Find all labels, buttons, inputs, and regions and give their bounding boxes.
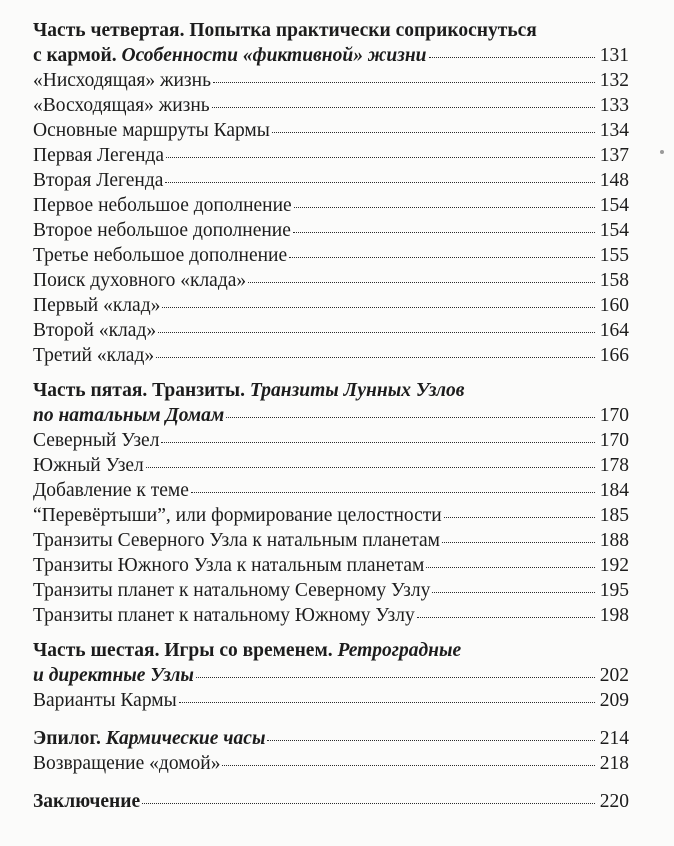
toc-entry-page-number: 188: [599, 530, 629, 551]
toc-entry-title: Транзиты Южного Узла к натальным планетам: [33, 555, 425, 576]
toc-entry[interactable]: [33, 168, 629, 193]
dot-leader: [162, 307, 595, 308]
toc-entry-page-number: 158: [599, 270, 629, 291]
dot-leader: [165, 182, 595, 183]
toc-entry-title: Второе небольшое дополнение: [33, 220, 291, 241]
dot-leader: [272, 132, 595, 133]
toc-entry-title: Транзиты планет к натальному Южному Узлу: [33, 605, 415, 626]
toc-entry-title: Вторая Легенда: [33, 170, 164, 191]
toc-entry[interactable]: [33, 553, 629, 578]
toc-entry[interactable]: [33, 428, 629, 453]
toc-entry-title: Возвращение «домой»: [33, 753, 221, 774]
toc-entry-page-number: 154: [599, 220, 629, 241]
part-6-entries: [33, 688, 629, 713]
toc-entry-page-number: 192: [599, 555, 629, 576]
part-5-heading-italic: Транзиты Лунных Узлов: [249, 380, 465, 401]
toc-entry-page-number: 178: [599, 455, 629, 476]
toc-entry-title: Второй «клад»: [33, 320, 157, 341]
conclusion-heading[interactable]: [33, 789, 629, 814]
toc-entry[interactable]: [33, 293, 629, 318]
section-conclusion: [33, 789, 629, 814]
conclusion-page-number: 220: [599, 791, 629, 812]
toc-entry-title: Южный Узел: [33, 455, 144, 476]
epilogue-heading-bold: Эпилог.: [33, 728, 101, 749]
toc-entry[interactable]: [33, 603, 629, 628]
toc-entry-title: Добавление к теме: [33, 480, 189, 501]
part-4-heading-italic: Особенности «фиктивной» жизни: [121, 45, 427, 66]
toc-entry-page-number: 148: [599, 170, 629, 191]
part-4-heading-bold-tail: с кармой.: [33, 45, 117, 66]
part-6-heading-italic: Ретроградные: [337, 640, 462, 661]
toc-entry-page-number: 134: [599, 120, 629, 141]
toc-entry-page-number: 198: [599, 605, 629, 626]
part-5-heading-bold: Часть пятая. Транзиты.: [33, 380, 245, 401]
toc-entry-title: Транзиты Северного Узла к натальным планетам: [33, 530, 440, 551]
paper-speck: [660, 150, 664, 154]
dot-leader: [267, 740, 595, 741]
dot-leader: [213, 82, 595, 83]
dot-leader: [191, 492, 595, 493]
toc-entry-title: Поиск духовного «клада»: [33, 270, 247, 291]
part-4-heading-line-1: [33, 18, 629, 43]
table-of-contents: [33, 18, 629, 826]
toc-entry-page-number: 137: [599, 145, 629, 166]
toc-entry[interactable]: [33, 688, 629, 713]
dot-leader: [158, 332, 595, 333]
section-part-6: [33, 638, 629, 713]
toc-entry-page-number: 195: [599, 580, 629, 601]
toc-entry-title: Первое небольшое дополнение: [33, 195, 292, 216]
epilogue-page-number: 214: [599, 728, 629, 749]
dot-leader: [248, 282, 595, 283]
toc-entry[interactable]: [33, 93, 629, 118]
dot-leader: [196, 677, 595, 678]
part-4-entries: [33, 68, 629, 368]
toc-entry[interactable]: [33, 751, 629, 776]
toc-entry[interactable]: [33, 243, 629, 268]
dot-leader: [417, 617, 595, 618]
toc-entry-page-number: 160: [599, 295, 629, 316]
part-5-heading-line-1: [33, 378, 629, 403]
dot-leader: [442, 542, 595, 543]
toc-entry-page-number: 154: [599, 195, 629, 216]
toc-entry[interactable]: [33, 478, 629, 503]
toc-entry-page-number: 155: [599, 245, 629, 266]
toc-entry[interactable]: [33, 143, 629, 168]
part-4-page-number: 131: [599, 45, 629, 66]
toc-entry-title: “Перевёртыши”, или формирование целостности: [33, 505, 442, 526]
dot-leader: [212, 107, 595, 108]
epilogue-heading[interactable]: [33, 726, 629, 751]
epilogue-heading-italic: Кармические часы: [105, 728, 266, 749]
dot-leader: [222, 765, 595, 766]
toc-entry-page-number: 170: [599, 430, 629, 451]
toc-entry-page-number: 133: [599, 95, 629, 116]
toc-entry-page-number: 166: [599, 345, 629, 366]
dot-leader: [166, 157, 595, 158]
toc-entry[interactable]: [33, 343, 629, 368]
dot-leader: [161, 442, 595, 443]
part-5-entries: [33, 428, 629, 628]
toc-entry[interactable]: [33, 318, 629, 343]
toc-entry-title: Третий «клад»: [33, 345, 155, 366]
dot-leader: [444, 517, 595, 518]
part-6-heading-line-2[interactable]: [33, 663, 629, 688]
toc-entry-page-number: 185: [599, 505, 629, 526]
section-part-5: [33, 378, 629, 628]
toc-entry[interactable]: [33, 453, 629, 478]
toc-entry[interactable]: [33, 503, 629, 528]
toc-entry-title: «Восходящая» жизнь: [33, 95, 210, 116]
toc-entry-page-number: 164: [599, 320, 629, 341]
dot-leader: [179, 702, 595, 703]
dot-leader: [432, 592, 595, 593]
part-5-heading-italic-tail: по натальным Домам: [33, 405, 225, 426]
part-6-heading-line-1: [33, 638, 629, 663]
section-epilogue: [33, 726, 629, 776]
dot-leader: [156, 357, 595, 358]
toc-entry-page-number: 218: [599, 753, 629, 774]
part-6-heading-italic-tail: и директные Узлы: [33, 665, 194, 686]
part-5-page-number: 170: [599, 405, 629, 426]
dot-leader: [293, 232, 595, 233]
conclusion-title: Заключение: [33, 791, 141, 812]
dot-leader: [142, 803, 595, 804]
toc-entry-title: Первая Легенда: [33, 145, 165, 166]
toc-entry-page-number: 184: [599, 480, 629, 501]
toc-entry[interactable]: [33, 118, 629, 143]
toc-entry-page-number: 209: [599, 690, 629, 711]
epilogue-entries: [33, 751, 629, 776]
section-part-4: [33, 18, 629, 368]
dot-leader: [289, 257, 595, 258]
dot-leader: [429, 57, 595, 58]
toc-entry[interactable]: [33, 218, 629, 243]
toc-entry-title: Третье небольшое дополнение: [33, 245, 288, 266]
part-6-heading-bold: Часть шестая. Игры со временем.: [33, 640, 333, 661]
toc-entry[interactable]: [33, 528, 629, 553]
toc-entry-title: «Нисходящая» жизнь: [33, 70, 211, 91]
part-5-heading-line-2[interactable]: [33, 403, 629, 428]
toc-entry-title: Северный Узел: [33, 430, 160, 451]
part-4-heading-text: Часть четвертая. Попытка практически соприкоснуться: [33, 20, 537, 41]
toc-entry-title: Основные маршруты Кармы: [33, 120, 270, 141]
toc-entry-page-number: 132: [599, 70, 629, 91]
toc-entry-title: Первый «клад»: [33, 295, 161, 316]
toc-entry[interactable]: [33, 268, 629, 293]
toc-entry-title: Транзиты планет к натальному Северному Узлу: [33, 580, 431, 601]
dot-leader: [226, 417, 595, 418]
toc-entry[interactable]: [33, 578, 629, 603]
dot-leader: [294, 207, 595, 208]
toc-entry-title: Варианты Кармы: [33, 690, 177, 711]
part-4-heading-line-2[interactable]: [33, 43, 629, 68]
dot-leader: [426, 567, 595, 568]
part-6-page-number: 202: [599, 665, 629, 686]
toc-entry[interactable]: [33, 68, 629, 93]
toc-entry[interactable]: [33, 193, 629, 218]
dot-leader: [146, 467, 595, 468]
